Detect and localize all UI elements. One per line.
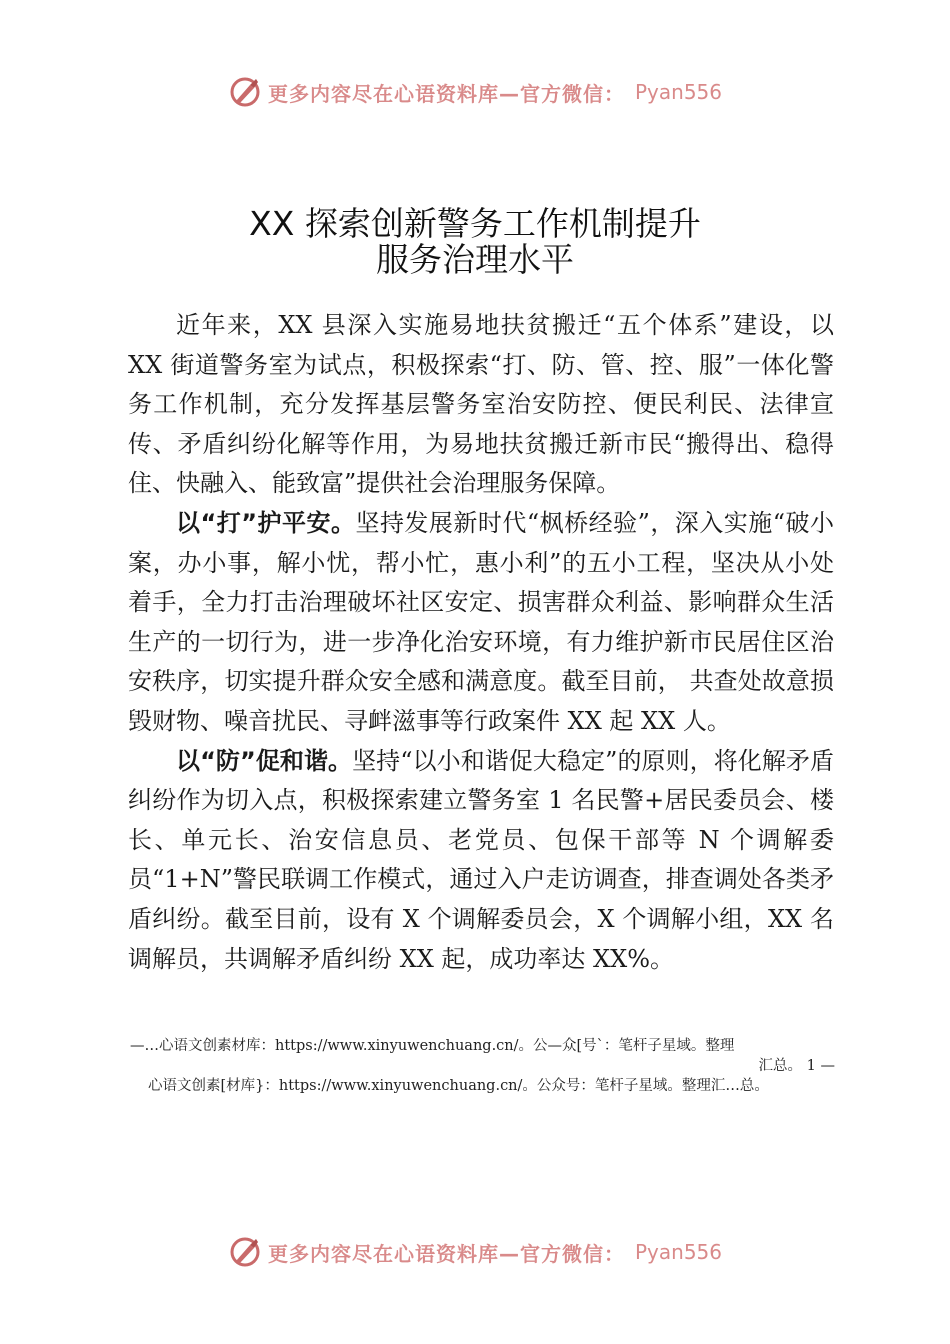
- top-banner: [0, 72, 950, 112]
- footer-note-1: [130, 1036, 835, 1076]
- footer-line-1a: —…心语文创素材库：https://www.xinyuwenchuang.cn/。公—众[号`：笔杆子星域。整理: [130, 1038, 735, 1054]
- banner-wechat-id: Pyan556: [634, 1240, 722, 1264]
- paragraph-text: 坚持发展新时代“枫桥经验”，深入实施“破小案，办小事，解小忧，帮小忙，惠小利”的五小工程，坚决从小处着手，全力打击治理破坏社区安定、损害群众利益、影响群众生活生产的一切行为，进一步净化治安环境，有力维护新市民居住区治安秩序，切实提升群众安全感和满意度。截至目前， 共查处故意损毁财物、噪音扰民、寻衅滋事等行政案件 XX 起 XX 人。: [128, 508, 835, 735]
- document-title: [0, 206, 950, 278]
- paragraph-strike: [128, 504, 834, 742]
- paragraph-lead: 以“打”护平安。: [176, 508, 356, 537]
- pen-logo-icon: [228, 75, 262, 109]
- document-body: [128, 306, 834, 979]
- title-line-1: XX 探索创新警务工作机制提升: [249, 204, 701, 243]
- paragraph-text: 坚持“以小和谐促大稳定”的原则，将化解矛盾纠纷作为切入点，积极探索建立警务室 1 名民警+居民委员会、楼长、单元长、治安信息员、老党员、包保干部等 N 个调解委员“1+N”警民联调工作模式，通过入户走访调查，排查调处各类矛盾纠纷。截至目前，设有 X 个调解委员会，X 个调解小组，XX 名调解员，共调解矛盾纠纷 XX 起，成功率达 XX%。: [128, 746, 834, 973]
- paragraph-text: 近年来，XX 县深入实施易地扶贫搬迁“五个体系”建设，以 XX 街道警务室为试点，积极探索“打、防、管、控、服”一体化警务工作机制，充分发挥基层警务室治安防控、便民利民、法律宣传、矛盾纠纷化解等作用，为易地扶贫搬迁新市民“搬得出、稳得住、快融入、能致富”提供社会治理服务保障。: [128, 311, 834, 498]
- banner-text: 更多内容尽在心语资料库—官方微信：: [267, 1241, 625, 1266]
- title-line-2: 服务治理水平: [376, 240, 574, 279]
- paragraph-prevent: [128, 742, 834, 980]
- footer-line-1b: 汇总。 1 —: [758, 1058, 835, 1074]
- paragraph-lead: 以“防”促和谐。: [176, 746, 353, 775]
- footer-note-2: 心语文创素[材库}：https://www.xinyuwenchuang.cn/。公众号：笔杆子星域。整理汇…总。: [148, 1078, 769, 1094]
- paragraph-intro: [128, 306, 834, 504]
- banner-text: 更多内容尽在心语资料库—官方微信：: [267, 81, 625, 106]
- banner-wechat-id: Pyan556: [634, 80, 722, 104]
- bottom-banner: [0, 1232, 950, 1272]
- pen-logo-icon: [228, 1235, 262, 1269]
